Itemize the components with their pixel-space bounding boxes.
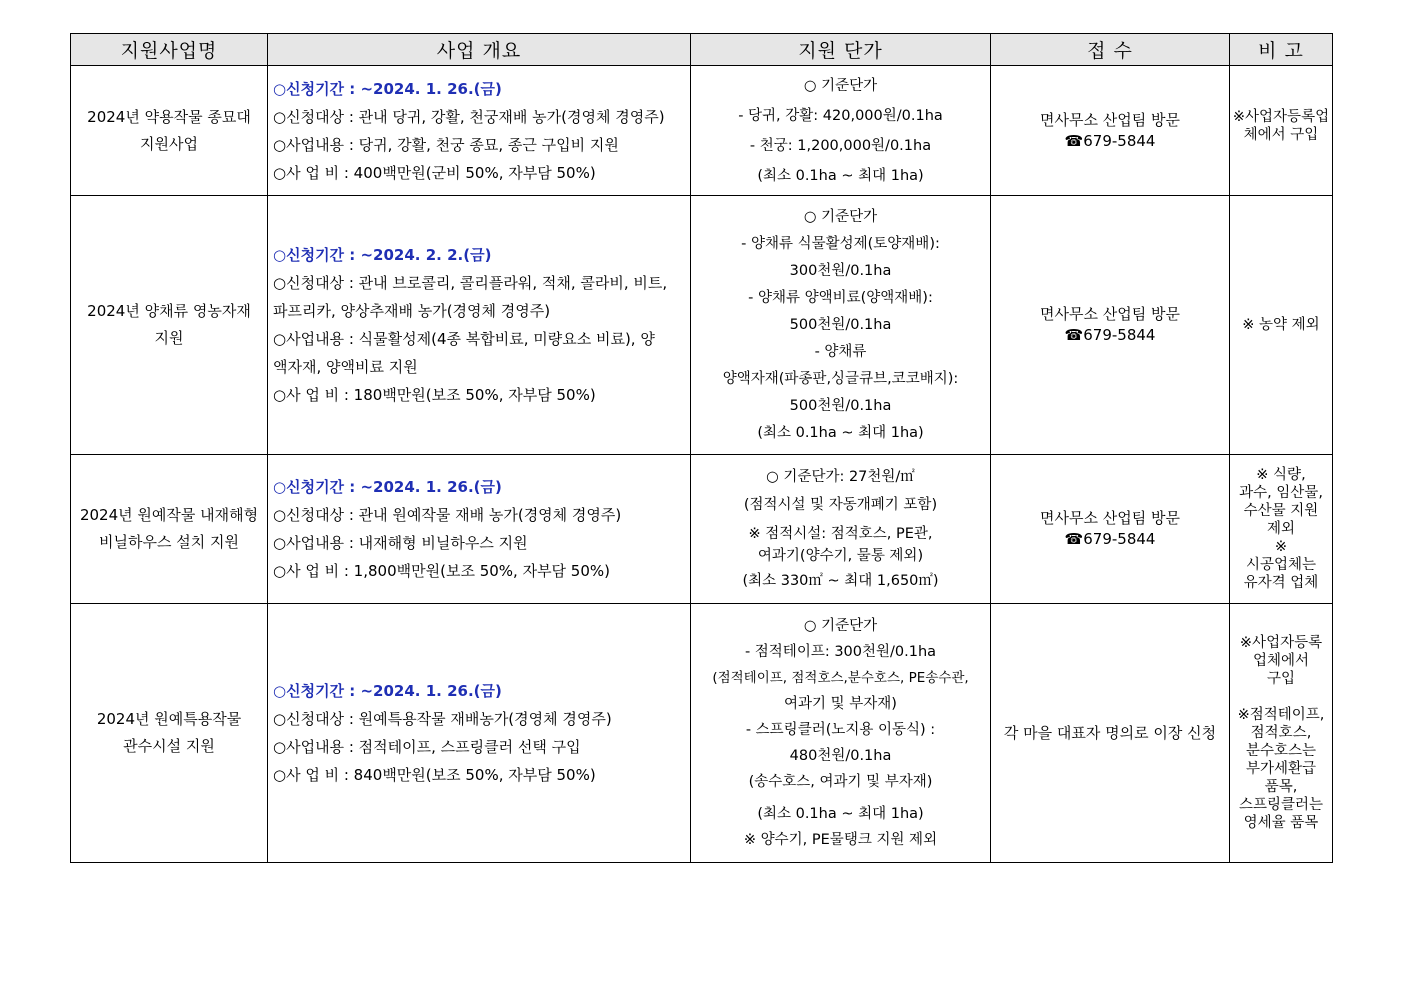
application-period: ○신청기간 : ~2024. 1. 26.(금) — [273, 478, 502, 496]
header-unit-price: 지원 단가 — [691, 34, 991, 66]
reception-cell: 면사무소 산업팀 방문 ☎679-5844 — [991, 196, 1230, 455]
program-name-cell: 2024년 원예특용작물 관수시설 지원 — [71, 604, 268, 863]
note-cell: ※사업자등록 업체에서 구입 ※점적테이프, 점적호스, 분수호스는 부가세환급 품목, 스프링클러는 영세율 품목 — [1230, 604, 1333, 863]
note-cell: ※사업자등록업 체에서 구입 — [1230, 66, 1333, 196]
table-row — [71, 66, 1333, 196]
table-row — [71, 196, 1333, 455]
overview-cell: ○신청기간 : ~2024. 1. 26.(금) ○신청대상 : 관내 당귀, 강활, 천궁재배 농가(경영체 경영주) ○사업내용 : 당귀, 강활, 천궁 종묘, 종근 구입비 지원 ○사 업 비 : 400백만원(군비 50%, 자부담 50%) — [268, 66, 691, 196]
phone-number: ☎679-5844 — [1064, 530, 1156, 548]
reception-cell: 각 마을 대표자 명의로 이장 신청 — [991, 604, 1230, 863]
header-overview: 사업 개요 — [268, 34, 691, 66]
unit-price-cell: ○ 기준단가 - 당귀, 강활: 420,000원/0.1ha - 천궁: 1,200,000원/0.1ha (최소 0.1ha ~ 최대 1ha) — [691, 66, 991, 196]
header-program-name: 지원사업명 — [71, 34, 268, 66]
application-period: ○신청기간 : ~2024. 1. 26.(금) — [273, 79, 502, 98]
header-note: 비 고 — [1230, 34, 1333, 66]
table-row — [71, 604, 1333, 863]
overview-cell: ○신청기간 : ~2024. 2. 2.(금) ○신청대상 : 관내 브로콜리, 콜리플라워, 적채, 콜라비, 비트, 파프리카, 양상추재배 농가(경영체 경영주) ○사업내용 : 식물활성제(4종 복합비료, 미량요소 비료), 양 액자재, 양액비료 지원 ○사 업 비 : 180백만원(보조 50%, 자부담 50%) — [268, 196, 691, 455]
program-name-cell: 2024년 양채류 영농자재 지원 — [71, 196, 268, 455]
unit-price-cell: ○ 기준단가 - 양채류 식물활성제(토양재배): 300천원/0.1ha - 양채류 양액비료(양액재배): 500천원/0.1ha - 양채류 양액자재(파종판,싱글큐브,코코배지): 500천원/0.1ha (최소 0.1ha ~ 최대 1ha) — [691, 196, 991, 455]
program-name-cell: 2024년 원예작물 내재해형 비닐하우스 설치 지원 — [71, 455, 268, 604]
reception-cell: 면사무소 산업팀 방문 ☎679-5844 — [991, 66, 1230, 196]
phone-number: ☎679-5844 — [1064, 131, 1156, 150]
overview-cell: ○신청기간 : ~2024. 1. 26.(금) ○신청대상 : 원예특용작물 재배농가(경영체 경영주) ○사업내용 : 점적테이프, 스프링클러 선택 구입 ○사 업 비 : 840백만원(보조 50%, 자부담 50%) — [268, 604, 691, 863]
table-row — [71, 455, 1333, 604]
support-program-table — [70, 33, 1333, 863]
unit-price-cell: ○ 기준단가: 27천원/㎡ (점적시설 및 자동개폐기 포함) ※ 점적시설: 점적호스, PE관, 여과기(양수기, 물통 제외) (최소 330㎡ ~ 최대 1,650㎡) — [691, 455, 991, 604]
reception-cell: 면사무소 산업팀 방문 ☎679-5844 — [991, 455, 1230, 604]
note-cell: ※ 농약 제외 — [1230, 196, 1333, 455]
program-name-cell: 2024년 약용작물 종묘대 지원사업 — [71, 66, 268, 196]
header-reception: 접 수 — [991, 34, 1230, 66]
phone-number: ☎679-5844 — [1064, 326, 1156, 344]
unit-price-cell: ○ 기준단가 - 점적테이프: 300천원/0.1ha (점적테이프, 점적호스,분수호스, PE송수관, 여과기 및 부자재) - 스프링클러(노지용 이동식) : 480천원/0.1ha (송수호스, 여과기 및 부자재) (최소 0.1ha ~ 최대 1ha) ※ 양수기, PE물탱크 지원 제외 — [691, 604, 991, 863]
table-header-row — [71, 34, 1333, 66]
application-period: ○신청기간 : ~2024. 2. 2.(금) — [273, 246, 492, 264]
note-cell: ※ 식량, 과수, 임산물, 수산물 지원 제외 ※ 시공업체는 유자격 업체 — [1230, 455, 1333, 604]
overview-cell: ○신청기간 : ~2024. 1. 26.(금) ○신청대상 : 관내 원예작물 재배 농가(경영체 경영주) ○사업내용 : 내재해형 비닐하우스 지원 ○사 업 비 : 1,800백만원(보조 50%, 자부담 50%) — [268, 455, 691, 604]
application-period: ○신청기간 : ~2024. 1. 26.(금) — [273, 682, 502, 700]
